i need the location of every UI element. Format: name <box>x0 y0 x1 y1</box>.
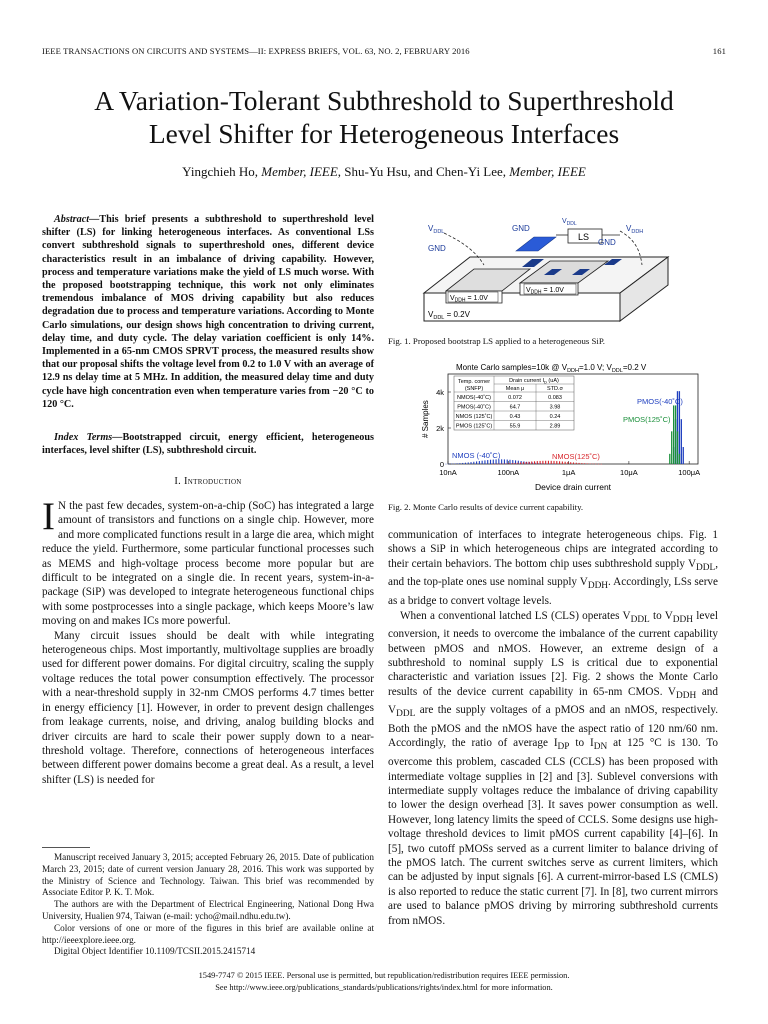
histogram-bar <box>490 460 491 464</box>
table-header-mean: Mean μ <box>505 386 525 392</box>
author-list <box>30 164 738 180</box>
figure-2-monte-carlo-chart <box>418 360 708 498</box>
histogram-bar <box>581 463 582 464</box>
author-1: Yingchieh Ho, <box>182 164 262 179</box>
x-tick-label: 10μA <box>620 468 638 477</box>
histogram-bar <box>498 464 499 465</box>
histogram-bar <box>601 464 602 465</box>
histogram-bar <box>671 431 672 464</box>
histogram-bar <box>495 464 496 465</box>
histogram-bar <box>468 462 469 464</box>
histogram-bar <box>578 463 579 464</box>
histogram-bar <box>482 461 483 464</box>
footnote-color: Color versions of one or more of the figures in this brief are available online at http://ieeexplore.ieee.org. <box>42 922 374 945</box>
histogram-bar <box>473 462 474 464</box>
footnote-manuscript: Manuscript received January 3, 2015; accepted February 26, 2015. Date of publication March 23, 2015; date of current version January 28, 2016. This work was supported by the Ministry of Science and Technology. Taiwan. This brief was recommended by Associate Editor P. K. T. Mok. <box>42 852 374 898</box>
chart-title: Monte Carlo samples=10k @ $V_{DDH}=1.0$ V; $V_{DDL}=0.2$ V <box>456 363 647 374</box>
histogram-bar <box>487 460 488 464</box>
label-nmos-125: NMOS(125˚C) <box>552 452 600 461</box>
table-cell: PMOS(-40˚C) <box>457 404 491 411</box>
histogram-bar <box>520 462 521 464</box>
histogram-bar <box>669 454 670 464</box>
histogram-bar <box>528 462 529 464</box>
histogram-bar <box>681 419 682 464</box>
histogram-bar <box>548 461 549 464</box>
histogram-bar <box>551 461 552 464</box>
x-tick-label: 100nA <box>497 468 520 477</box>
section-heading <box>42 476 374 487</box>
vddh-label-right: $V_{DDH}$ <box>626 224 644 235</box>
copyright-line-2: See http://www.ieee.org/publications_standards/publications/rights/index.html for more information. <box>215 982 553 992</box>
index-terms <box>42 431 374 457</box>
histogram-bar <box>559 461 560 464</box>
table-cell: NMOS(-40˚C) <box>457 395 491 401</box>
ls-label: LS <box>578 232 590 242</box>
histogram-bar <box>462 463 463 464</box>
histogram-bar <box>445 464 446 465</box>
copyright-notice <box>42 970 726 993</box>
histogram-bar <box>457 463 458 464</box>
gnd-label-left: GND <box>428 244 446 253</box>
x-tick-label: 10nA <box>439 468 457 477</box>
histogram-bar <box>504 459 505 464</box>
gnd-label-top: GND <box>512 224 530 233</box>
histogram-bar <box>498 459 499 464</box>
histogram-bar <box>567 462 568 464</box>
histogram-bar <box>587 463 588 464</box>
histogram-bar <box>683 447 684 464</box>
abstract <box>42 213 374 411</box>
label-pmos-m40: PMOS(-40˚C) <box>637 397 683 406</box>
histogram-bar <box>523 462 524 464</box>
histogram-bar <box>501 464 502 465</box>
histogram-bar <box>595 464 596 465</box>
drop-cap: I <box>42 495 55 538</box>
histogram-bar <box>514 463 515 464</box>
histogram-bar <box>576 463 577 464</box>
histogram-bar <box>448 464 449 465</box>
x-axis-label: Device drain current <box>534 482 612 492</box>
abstract-label: Abstract— <box>54 214 100 225</box>
table-cell: 0.24 <box>549 414 561 420</box>
title-line-2: Level Shifter for Heterogeneous Interfaces <box>148 118 620 149</box>
author-1-role: Member, IEEE <box>261 164 338 179</box>
histogram-bar <box>537 461 538 464</box>
histogram-bar <box>509 463 510 464</box>
table-cell: 0.43 <box>509 414 521 420</box>
histogram-bar <box>476 461 477 464</box>
intro-p1-text: N the past few decades, system-on-a-chip (SoC) has integrated a large amount of transistors and functions on a single chip. However, more and more complicated functions result in a large die area, which might reduce the yield. Furthermore, some particular functional processes such as MEMS and high-voltage process become more popular but are difficult to be integrated on a single die. In recent years, system-in-a-package (SiP) was developed to integrate heterogeneous functional chips with some postprocesses into a single package, which keeps Moore’s law moving on and makes ICs more powerful. <box>42 500 374 628</box>
chip-left-label: $V_{DDH} = 1.0V$ <box>450 295 488 304</box>
paper-title <box>30 84 738 150</box>
table-cell: 0.072 <box>508 395 522 401</box>
vddl-pad <box>516 237 556 251</box>
title-line-1: A Variation-Tolerant Subthreshold to Superthreshold <box>94 85 674 116</box>
table-cell: PMOS (125˚C) <box>455 423 493 430</box>
section-title: Introduction <box>184 476 242 487</box>
vddl-label-top: $V_{DDL}$ <box>562 218 577 227</box>
figure-1-caption: Fig. 1. Proposed bootstrap LS applied to a heterogeneous SiP. <box>388 336 605 346</box>
journal-name: IEEE TRANSACTIONS ON CIRCUITS AND SYSTEMS—II: EXPRESS BRIEFS, VOL. 63, NO. 2, FEBRUARY 2016 <box>42 46 470 56</box>
author-2-3: , Shu-Yu Hsu, and Chen-Yi Lee, <box>337 164 510 179</box>
abstract-text: This brief presents a subthreshold to superthreshold level shifter (LS) for linking heterogeneous interfaces. As conventional LSs convert subthreshold signals to superthreshold ones, different device characteristics result in an imbalance of driving capability. However, process and temperature variations make the yield of LS much worse. With the proposed bootstrapping technique, this work not only eliminates tremendous imbalance of MOS driving capability but also reduces degradation due to process and temperature variations. According to Monte Carlo simulations, our design shows high concentration to driving current, delay time, and duty cycle. The delay variation coefficient is only 14%. Implemented in a 65-nm CMOS SPRVT process, the measured results show that our proposal shifts the voltage level from 0.2 to 1.0 V with an average of 12.9 ns delay time at 5 MHz. In addition, the measured delay time and duty cycle have high concentration even when temperature varies from −20 °C to 120 °C. <box>42 214 374 410</box>
histogram-bar <box>540 461 541 464</box>
footnote-affiliation: The authors are with the Department of Electrical Engineering, National Dong Hwa University, Hualien 974, Taiwan (e-mail: ycho@mail.ndhu.edu.tw). <box>42 899 374 921</box>
base-chip-label: $V_{DDL} = 0.2V$ <box>428 310 470 321</box>
histogram-bar <box>465 463 466 464</box>
histogram-bar <box>501 459 502 464</box>
table-cell: 3.98 <box>549 404 561 411</box>
histogram-bar <box>542 461 543 464</box>
chip-mid-label: $V_{DDH} = 1.0V$ <box>526 287 564 296</box>
histogram-bar <box>562 461 563 464</box>
histogram-bar <box>493 460 494 464</box>
histogram-bar <box>503 464 504 465</box>
intro-paragraph-1 <box>42 495 374 629</box>
histogram-bar <box>573 462 574 464</box>
stats-table <box>454 376 574 430</box>
histogram-bar <box>492 464 493 465</box>
histogram-bar <box>506 463 507 464</box>
index-terms-text: Bootstrapped circuit, energy efficient, heterogeneous interfaces, level shifter (LS), subthreshold circuit. <box>42 432 374 457</box>
right-paragraph-2: When a conventional latched LS (CLS) operates $V_{DDL}$ to $V_{DDH}$ level conversion, it needs to overcome the imbalance of the current capability between pMOS and nMOS. However, an extreme design of a subthreshold to nominal supply LS is critical due to exponential characteristic and variation issues [2]. Fig. 2 shows the Monte Carlo results of the device current capability in 65-nm CMOS. $V_{DDH}$ and $V_{DDL}$ are the supply voltages of a pMOS and an nMOS, respectively. Both the pMOS and the nMOS have the aspect ratio of 120 nm/60 nm. Accordingly, the ratio of average $I_{DP}$ to $I_{DN}$ at 125 °C is 130. To overcome this problem, cascaded CLS (CCLS) has been proposed with intermediate voltage supplies in [2] and [3]. Sublevel conversions with intermediate supply voltages reduce the imbalance of driving capability to lower the design overhead [3]. It saves power consumption as well. However, long latency limits the speed of CCLS. Some designs use high-voltage threshold devices to limit pMOS current capability [4]–[6]. In [5], two cutoff pMOSs served as a current limiter to balance driving of the pMOS latch. The current switches serve as current limiters, which can be adjusted by input signals [6]. A current-mirror-based LS (CMLS) is also reported to reduce the static current [7]. In [8], two current mirrors are used to balance pMOS driving by mirroring subthreshold currents from nMOS. <box>388 609 718 927</box>
histogram-bar <box>598 464 599 465</box>
y-tick-label: 4k <box>436 388 444 397</box>
histogram-bar <box>496 459 497 464</box>
histogram-bar <box>590 464 591 465</box>
table-cell: 2.89 <box>549 423 561 430</box>
table-header-snfp: (SNFP) <box>464 386 484 392</box>
intro-body <box>42 495 374 787</box>
intro-paragraph-2: Many circuit issues should be dealt with while integrating heterogeneous chips. Most importantly, multivoltage supplies are broadly used for different power domains. For digital circuitry, scaling the supply voltage reduces the total power consumption effectively. The processor with a near-threshold supply in 32-nm CMOS performs 4.7 times better in energy efficiency [1]. However, in order to prevent design challenges from leakage currents, noise, and driving, analog building blocks and driver circuits are hard to scale their power supply down to a near-threshold voltage. Therefore, connections of heterogeneous interfaces between different power domains become a great deal. As a result, a level shifter (LS) is needed for <box>42 629 374 786</box>
table-cell: 64.7 <box>509 404 521 411</box>
index-terms-label: Index Terms— <box>54 432 123 443</box>
footnote-rule <box>42 847 90 848</box>
histogram-bar <box>526 462 527 464</box>
gnd-label-right: GND <box>598 238 616 247</box>
figure-1-sip-diagram <box>420 213 680 331</box>
histogram-bar <box>570 462 571 464</box>
y-axis-label: # Samples <box>421 400 430 438</box>
histogram-bar <box>512 463 513 464</box>
histogram-bar <box>451 464 452 465</box>
footnote <box>42 852 374 958</box>
right-paragraph-1: communication of interfaces to integrate heterogeneous chips. Fig. 1 shows a SiP in which heterogeneous chips are integrated according to their certain behaviors. The bottom chip uses subthreshold supply $V_{DDL}$, and the top-plate ones use nominal supply $V_{DDH}$. Accordingly, LSs serve as a bridge to convert voltage levels. <box>388 529 718 608</box>
histogram-bar <box>553 461 554 464</box>
running-header <box>42 46 726 60</box>
histogram-bar <box>479 461 480 464</box>
histogram-bar <box>454 464 455 465</box>
histogram-bar <box>677 431 678 464</box>
copyright-line-1: 1549-7747 © 2015 IEEE. Personal use is permitted, but republication/redistribution requires IEEE permission. <box>198 971 570 980</box>
histogram-bar <box>556 461 557 464</box>
figure-2-caption: Fig. 2. Monte Carlo results of device current capability. <box>388 502 584 512</box>
table-header-std: STD.σ <box>547 386 563 392</box>
x-tick-label: 100μA <box>678 468 701 477</box>
histogram-bar <box>545 461 546 464</box>
y-tick-label: 2k <box>436 424 444 433</box>
section-number: I. <box>174 476 184 487</box>
histogram-bar <box>459 463 460 464</box>
footnote-doi: Digital Object Identifier 10.1109/TCSII.2015.2415714 <box>54 946 256 957</box>
right-column-body <box>388 528 718 928</box>
table-cell: 0.083 <box>548 395 562 401</box>
x-tick-label: 1μA <box>561 468 576 477</box>
histogram-bar <box>673 405 674 464</box>
author-3-role: Member, IEEE <box>509 164 586 179</box>
page-number: 161 <box>712 46 726 56</box>
table-cell: NMOS (125˚C) <box>455 414 493 420</box>
vddl-label-left: $V_{DDL}$ <box>428 224 445 235</box>
histogram-bar <box>534 461 535 464</box>
histogram-bar <box>679 454 680 464</box>
histogram-bar <box>675 405 676 464</box>
table-header-temp: Temp. corner <box>457 379 491 385</box>
label-pmos-125: PMOS(125˚C) <box>623 415 671 424</box>
histogram-bar <box>517 463 518 464</box>
histogram-bar <box>584 463 585 464</box>
histogram-bar <box>565 462 566 464</box>
y-tick-label: 0 <box>439 460 444 469</box>
histogram-bar <box>484 460 485 464</box>
histogram-bar <box>592 464 593 465</box>
table-cell: 55.9 <box>509 423 521 430</box>
label-nmos-m40: NMOS (-40˚C) <box>452 451 501 460</box>
histogram-bar <box>470 462 471 464</box>
histogram-bar <box>507 460 508 464</box>
table-header-drain: Drain current $I_D$ (uA) <box>509 378 559 385</box>
histogram-bar <box>531 461 532 464</box>
